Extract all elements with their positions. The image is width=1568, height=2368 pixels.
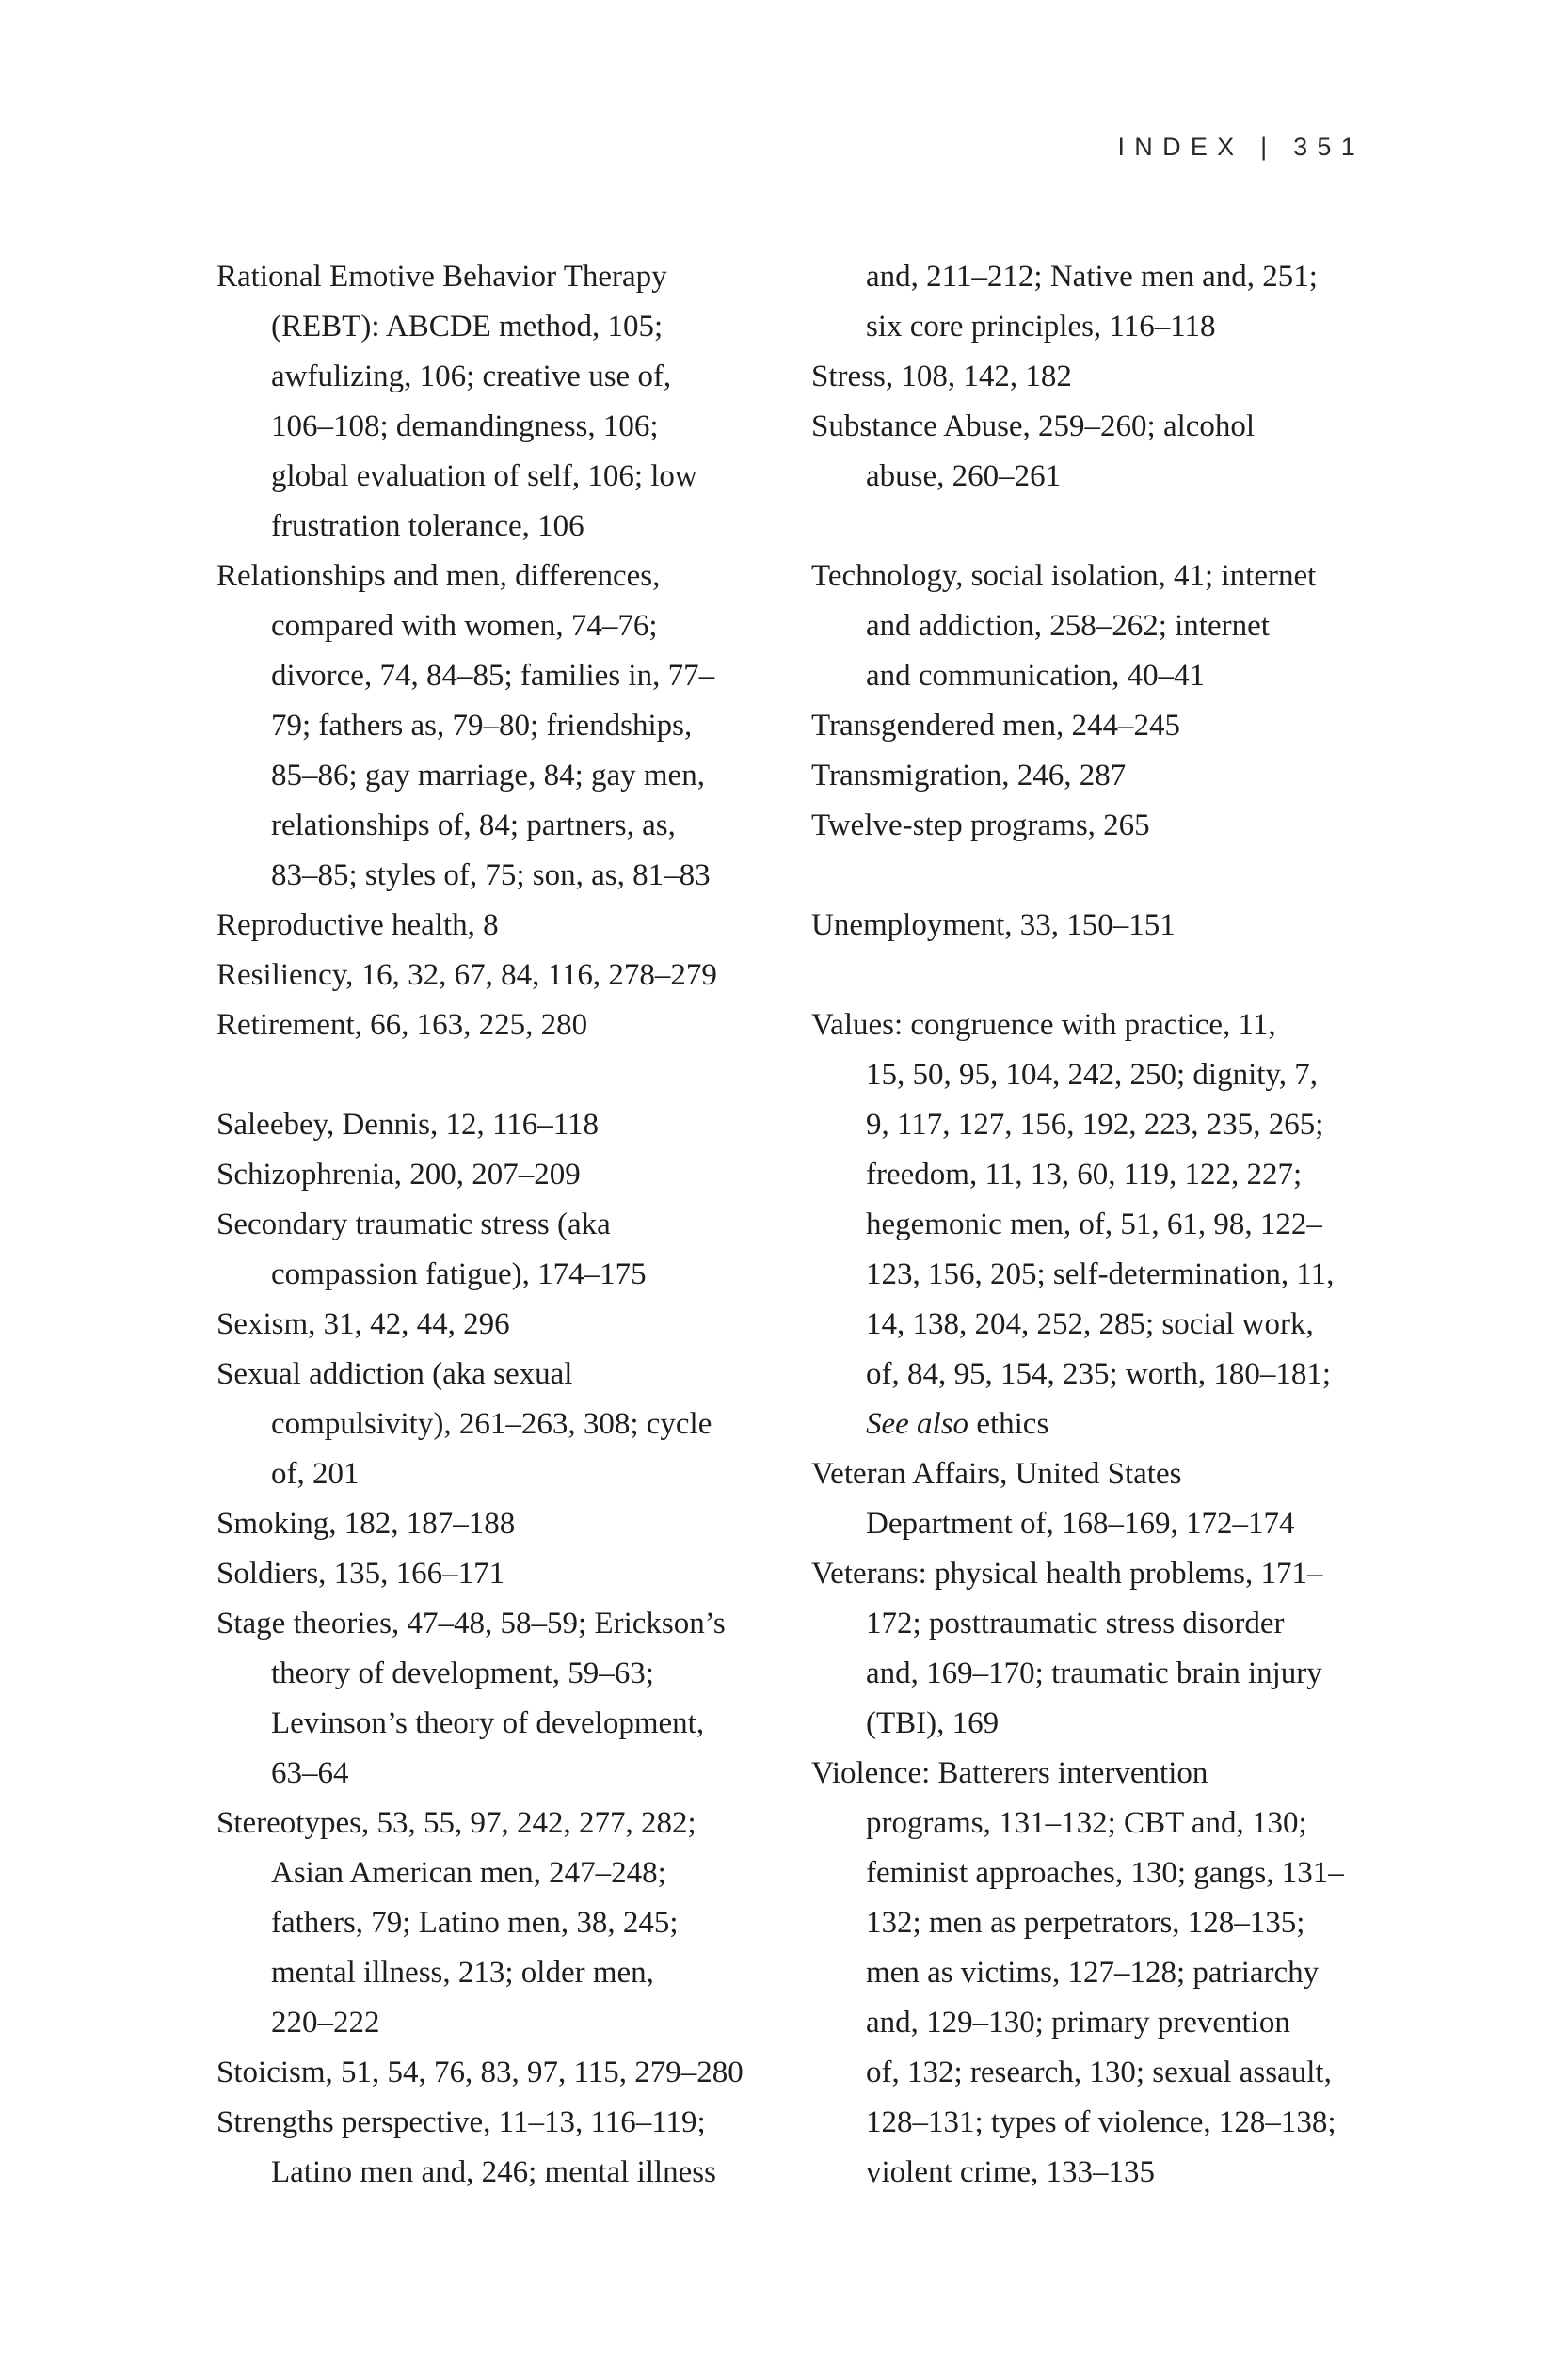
index-entry-line: Values: congruence with practice, 11, [811,1008,1276,1042]
entry-gap [216,1050,819,1100]
index-line-continuation: 220–222 [271,2006,380,2040]
index-line-continuation: and addiction, 258–262; internet [866,609,1270,643]
index-line-continuation: frustration tolerance, 106 [271,509,584,543]
index-column-left [216,252,819,2198]
index-line-continuation: of, 201 [271,1457,360,1491]
index-entry-line: Substance Abuse, 259–260; alcohol [811,409,1256,443]
index-line-continuation: 14, 138, 204, 252, 285; social work, [866,1307,1314,1341]
index-line-continuation: 123, 156, 205; self-determination, 11, [866,1257,1335,1291]
index-entry-line: Transmigration, 246, 287 [811,759,1127,792]
index-line-continuation: abuse, 260–261 [866,459,1062,493]
index-entry-line: Stoicism, 51, 54, 76, 83, 97, 115, 279–280 [216,2056,744,2089]
index-line-continuation: 63–64 [271,1756,349,1790]
index-entry-line: Veteran Affairs, United States [811,1457,1182,1491]
index-line-continuation: Department of, 168–169, 172–174 [866,1507,1295,1541]
entry-gap [811,502,1451,552]
index-entry-line: Sexual addiction (aka sexual [216,1357,573,1391]
index-line-continuation: theory of development, 59–63; [271,1656,654,1690]
index-entry-line: Retirement, 66, 163, 225, 280 [216,1008,588,1042]
index-line-continuation: men as victims, 127–128; patriarchy [866,1956,1320,1990]
index-entry-line: Technology, social isolation, 41; internet [811,559,1317,593]
index-entry-line: Stereotypes, 53, 55, 97, 242, 277, 282; [216,1806,696,1840]
index-line-continuation: global evaluation of self, 106; low [271,459,697,493]
index-line-continuation: and, 169–170; traumatic brain injury [866,1656,1322,1690]
index-line-continuation: and communication, 40–41 [866,659,1206,693]
index-line-continuation: compared with women, 74–76; [271,609,658,643]
index-line-continuation: 79; fathers as, 79–80; friendships, [271,709,693,743]
entry-gap [811,951,1451,1000]
index-line-continuation: fathers, 79; Latino men, 38, 245; [271,1906,679,1940]
index-line-continuation: (TBI), 169 [866,1706,1000,1740]
index-entry-line: Stress, 108, 142, 182 [811,360,1072,393]
entry-gap [811,851,1451,901]
index-entry-line: Resiliency, 16, 32, 67, 84, 116, 278–279 [216,958,717,992]
index-entry-line: Rational Emotive Behavior Therapy [216,260,667,294]
index-line-continuation: and, 129–130; primary prevention [866,2006,1290,2040]
index-entry-line: Relationships and men, differences, [216,559,661,593]
index-line-continuation: divorce, 74, 84–85; families in, 77– [271,659,715,693]
index-entry-line: Unemployment, 33, 150–151 [811,908,1176,942]
index-entry-line: Soldiers, 135, 166–171 [216,1557,505,1591]
index-entry-line: Sexism, 31, 42, 44, 296 [216,1307,510,1341]
index-line-continuation: relationships of, 84; partners, as, [271,808,676,842]
index-line-continuation: 15, 50, 95, 104, 242, 250; dignity, 7, [866,1058,1319,1092]
index-line-continuation: of, 84, 95, 154, 235; worth, 180–181; [866,1357,1332,1391]
index-line-continuation: 106–108; demandingness, 106; [271,409,659,443]
index-column-right [811,252,1451,2198]
index-entry-line: Transgendered men, 244–245 [811,709,1180,743]
index-line-continuation: six core principles, 116–118 [866,310,1216,344]
index-line-continuation: mental illness, 213; older men, [271,1956,654,1990]
index-entry-line: Secondary traumatic stress (aka [216,1208,611,1241]
index-line-continuation: Asian American men, 247–248; [271,1856,666,1890]
index-line-continuation: hegemonic men, of, 51, 61, 98, 122– [866,1208,1322,1241]
index-entry-line: Schizophrenia, 200, 207–209 [216,1158,581,1192]
index-line-continuation: 9, 117, 127, 156, 192, 223, 235, 265; [866,1108,1324,1142]
index-entry-line: Reproductive health, 8 [216,908,499,942]
index-line-continuation: Levinson’s theory of development, [271,1706,705,1740]
index-line-continuation: awfulizing, 106; creative use of, [271,360,672,393]
index-entry-line: Twelve-step programs, 265 [811,808,1150,842]
index-line-continuation: freedom, 11, 13, 60, 119, 122, 227; [866,1158,1303,1192]
index-line-continuation: 172; posttraumatic stress disorder [866,1607,1285,1640]
index-line-continuation: feminist approaches, 130; gangs, 131– [866,1856,1344,1890]
index-line-continuation: See also ethics [866,1407,1049,1441]
index-entry-line: Veterans: physical health problems, 171– [811,1557,1323,1591]
index-line-continuation: compassion fatigue), 174–175 [271,1257,647,1291]
index-line-continuation: 128–131; types of violence, 128–138; [866,2105,1336,2139]
index-entry-line: Stage theories, 47–48, 58–59; Erickson’s [216,1607,726,1640]
index-line-continuation: Latino men and, 246; mental illness [271,2155,716,2189]
index-line-continuation: compulsivity), 261–263, 308; cycle [271,1407,712,1441]
running-header: INDEX | 351 [1117,133,1365,161]
index-line-continuation: programs, 131–132; CBT and, 130; [866,1806,1307,1840]
index-line-continuation: violent crime, 133–135 [866,2155,1156,2189]
index-line-continuation: (REBT): ABCDE method, 105; [271,310,664,344]
index-entry-line: Saleebey, Dennis, 12, 116–118 [216,1108,600,1142]
index-entry-line: Violence: Batterers intervention [811,1756,1208,1790]
index-line-continuation: of, 132; research, 130; sexual assault, [866,2056,1332,2089]
index-line-continuation: and, 211–212; Native men and, 251; [866,260,1318,294]
index-line-continuation: 132; men as perpetrators, 128–135; [866,1906,1305,1940]
index-line-continuation: 85–86; gay marriage, 84; gay men, [271,759,705,792]
index-entry-line: Smoking, 182, 187–188 [216,1507,516,1541]
index-entry-line: Strengths perspective, 11–13, 116–119; [216,2105,706,2139]
index-line-continuation: 83–85; styles of, 75; son, as, 81–83 [271,858,711,892]
